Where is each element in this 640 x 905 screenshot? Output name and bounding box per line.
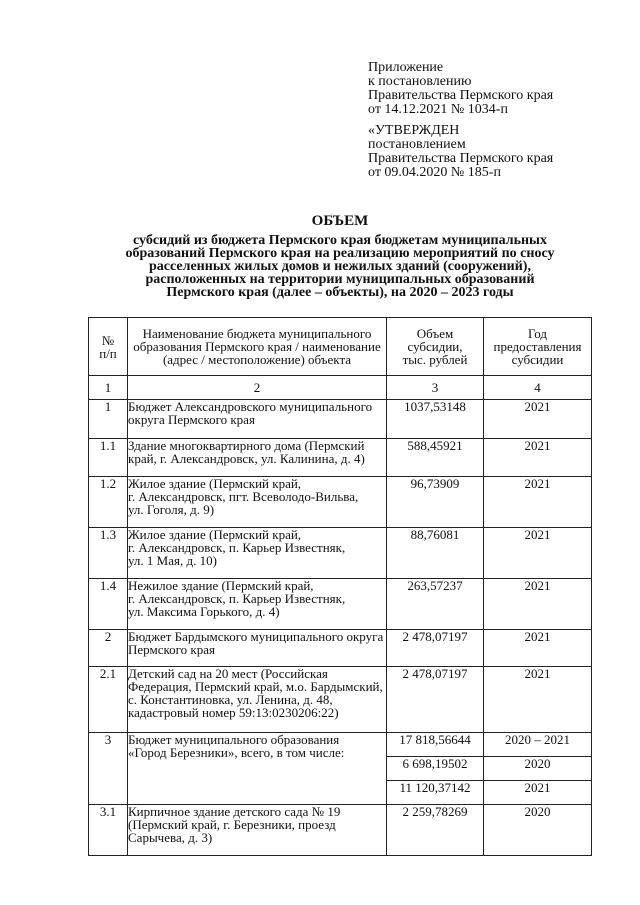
- header-line: Наименование бюджета муниципального: [142, 326, 372, 341]
- subsidy-table: [88, 317, 592, 856]
- row-name-line: Нежилое здание (Пермский край,: [128, 578, 314, 593]
- row-year: 2021: [484, 781, 592, 805]
- subtitle-line: субсидий из бюджета Пермского края бюджетам муниципальных: [133, 233, 547, 248]
- column-index: 2: [128, 376, 387, 400]
- row-name-line: с. Константиновка, ул. Ленина, д. 48,: [128, 692, 333, 707]
- row-amount: 6 698,19502: [387, 757, 484, 781]
- row-name-line: Детский сад на 20 мест (Российская: [128, 666, 328, 681]
- header-num: [89, 318, 128, 376]
- row-name-line: край, г. Александровск, ул. Калинина, д. 4): [128, 451, 365, 466]
- row-name: [128, 439, 387, 477]
- row-name: [128, 528, 387, 579]
- table-row: [89, 630, 592, 667]
- row-year: 2021: [484, 630, 592, 667]
- header-line: образования Пермского края / наименование: [133, 339, 381, 354]
- row-name-line: Здание многоквартирного дома (Пермский: [128, 438, 365, 453]
- row-year: 2021: [484, 439, 592, 477]
- table-row: [89, 733, 592, 757]
- appendix-line: Приложение: [368, 60, 444, 75]
- row-name: [128, 667, 387, 733]
- row-amount: 88,76081: [387, 528, 484, 579]
- row-amount: 2 259,78269: [387, 805, 484, 856]
- document-subtitle: [80, 234, 600, 299]
- row-year: 2020 – 2021: [484, 733, 592, 757]
- column-index: 3: [387, 376, 484, 400]
- header-line: Год: [527, 326, 548, 341]
- header-line: субсидии: [511, 352, 564, 367]
- row-name: [128, 477, 387, 528]
- row-name-line: Сарычева, д. 3): [128, 830, 213, 845]
- row-name-line: г. Александровск, пгт. Всеволодо-Вильва,: [128, 489, 359, 504]
- row-name-line: Жилое здание (Пермский край,: [128, 527, 302, 542]
- row-num: 3.1: [89, 805, 128, 856]
- row-name-line: Кирпичное здание детского сада № 19: [128, 804, 341, 819]
- row-num: 1.4: [89, 579, 128, 630]
- row-amount: 96,73909: [387, 477, 484, 528]
- row-name-line: кадастровый номер 59:13:0230206:22): [128, 705, 339, 720]
- column-index: 4: [484, 376, 592, 400]
- approval-stamp-block: [368, 124, 553, 180]
- approval-line: Правительства Пермского края: [368, 151, 554, 166]
- document-title: ОБЪЕМ: [311, 213, 369, 229]
- row-num: 1.1: [89, 439, 128, 477]
- row-num: 3: [89, 733, 128, 805]
- row-name-line: ул. Максима Горького, д. 4): [128, 604, 280, 619]
- table-row: [89, 477, 592, 528]
- header-amount: [387, 318, 484, 376]
- table-row: [89, 439, 592, 477]
- row-year: 2020: [484, 805, 592, 856]
- row-year: 2021: [484, 579, 592, 630]
- appendix-block: [368, 61, 553, 117]
- row-num: 1.2: [89, 477, 128, 528]
- row-year: 2021: [484, 477, 592, 528]
- row-name-line: Бюджет Бардымского муниципального округа: [128, 629, 384, 644]
- table-row: [89, 400, 592, 439]
- row-name-line: округа Пермского края: [128, 412, 255, 427]
- table-row: [89, 667, 592, 733]
- header-line: субсидии,: [407, 339, 463, 354]
- row-name-line: Бюджет Александровского муниципального: [128, 399, 373, 414]
- table-row: [89, 579, 592, 630]
- row-name-line: ул. Гоголя, д. 9): [128, 502, 215, 517]
- row-amount: 2 478,07197: [387, 667, 484, 733]
- row-name: [128, 805, 387, 856]
- subtitle-line: расположенных на территории муниципальных образований: [145, 272, 535, 287]
- row-amount: 263,57237: [387, 579, 484, 630]
- appendix-line: к постановлению: [368, 74, 472, 89]
- row-name-line: (Пермский край, г. Березники, проезд: [128, 817, 336, 832]
- row-name-line: г. Александровск, п. Карьер Известняк,: [128, 540, 346, 555]
- row-year: 2020: [484, 757, 592, 781]
- row-num: 2: [89, 630, 128, 667]
- row-name: [128, 630, 387, 667]
- column-index-row: [89, 376, 592, 400]
- row-name-line: Бюджет муниципального образования: [128, 732, 340, 747]
- row-name-line: Пермского края: [128, 642, 215, 657]
- subtitle-line: образований Пермского края на реализацию мероприятий по сносу: [125, 246, 555, 261]
- subtitle-line: Пермского края (далее – объекты), на 2020 – 2023 годы: [166, 285, 514, 300]
- approval-line: постановлением: [368, 137, 466, 152]
- row-name-line: «Город Березники», всего, в том числе:: [128, 745, 345, 760]
- column-index: 1: [89, 376, 128, 400]
- row-amount: 2 478,07197: [387, 630, 484, 667]
- appendix-line: Правительства Пермского края: [368, 88, 554, 103]
- row-name-line: ул. 1 Мая, д. 10): [128, 553, 217, 568]
- table-row: [89, 528, 592, 579]
- approval-line: от 09.04.2020 № 185-п: [368, 165, 501, 180]
- row-year: 2021: [484, 528, 592, 579]
- table-row: [89, 805, 592, 856]
- row-name-line: Федерация, Пермский край, м.о. Бардымский,: [128, 679, 383, 694]
- subtitle-line: расселенных жилых домов и нежилых зданий (сооружений),: [149, 259, 531, 274]
- header-line: п/п: [99, 345, 117, 361]
- row-amount: 1037,53148: [387, 400, 484, 439]
- header-line: (адрес / местоположение) объекта: [162, 352, 352, 367]
- row-num: 2.1: [89, 667, 128, 733]
- row-name: [128, 400, 387, 439]
- header-line: №: [101, 332, 115, 348]
- row-name: [128, 579, 387, 630]
- row-num: 1.3: [89, 528, 128, 579]
- header-name: [128, 318, 387, 376]
- row-year: 2021: [484, 400, 592, 439]
- row-amount: 11 120,37142: [387, 781, 484, 805]
- row-amount: 588,45921: [387, 439, 484, 477]
- header-line: тыс. рублей: [402, 352, 468, 367]
- header-line: Объем: [416, 326, 454, 341]
- row-name-line: Жилое здание (Пермский край,: [128, 476, 302, 491]
- row-amount: 17 818,56644: [387, 733, 484, 757]
- table-header-row: [89, 318, 592, 376]
- approval-line: «УТВЕРЖДЕН: [368, 123, 460, 138]
- header-year: [484, 318, 592, 376]
- row-year: 2021: [484, 667, 592, 733]
- row-num: 1: [89, 400, 128, 439]
- row-name: [128, 733, 387, 805]
- row-name-line: г. Александровск, п. Карьер Известняк,: [128, 591, 346, 606]
- header-line: предоставления: [493, 339, 582, 354]
- appendix-line: от 14.12.2021 № 1034-п: [368, 102, 508, 117]
